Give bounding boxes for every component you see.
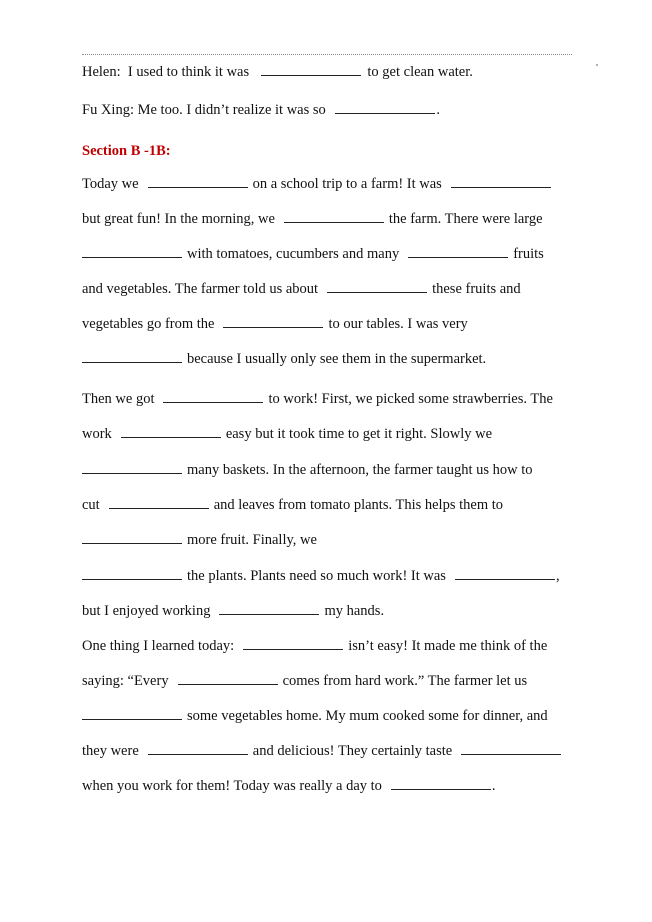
passage-text: the farm. There were large (388, 211, 543, 227)
passage-line (82, 741, 562, 760)
passage-text: comes from hard work.” The farmer let us (282, 673, 528, 689)
speaker-fuxing: Fu Xing: (82, 102, 134, 118)
dialogue-line-helen (82, 62, 473, 81)
passage-text: because I usually only see them in the supermarket. (187, 351, 487, 367)
passage-text: to work! First, we picked some strawberries. The (268, 391, 553, 407)
dialogue-line-fuxing (82, 100, 440, 119)
answer-blank[interactable] (82, 460, 182, 474)
passage-text: vegetables go from the (82, 316, 215, 332)
passage-text: cut (82, 497, 100, 513)
passage-line (82, 706, 548, 725)
passage-text: these fruits and (432, 281, 521, 297)
passage-line (82, 530, 317, 549)
passage-text: many baskets. In the afternoon, the farmer taught us how to (187, 462, 533, 478)
answer-blank[interactable] (408, 244, 508, 258)
answer-blank[interactable] (82, 566, 182, 580)
passage-text: isn’t easy! It made me think of the (348, 638, 548, 654)
passage-line (82, 566, 560, 585)
answer-blank[interactable] (148, 174, 248, 188)
passage-text: the plants. Plants need so much work! It was (187, 568, 446, 584)
passage-line (82, 389, 553, 408)
passage-text: One thing I learned today: (82, 638, 235, 654)
answer-blank[interactable] (82, 530, 182, 544)
passage-text: they were (82, 743, 139, 759)
dialogue-text: Me too. I didn’t realize it was so (137, 102, 326, 118)
answer-blank[interactable] (284, 209, 384, 223)
passage-text: when you work for them! Today was really a day to (82, 778, 382, 794)
passage-text: but great fun! In the morning, we (82, 211, 275, 227)
passage-text: to our tables. I was very (328, 316, 468, 332)
passage-line (82, 601, 384, 620)
passage-text: with tomatoes, cucumbers and many (187, 246, 400, 262)
passage-line (82, 314, 468, 333)
passage-line (82, 424, 492, 443)
passage-text: easy but it took time to get it right. Slowly we (225, 426, 493, 442)
dialogue-text: to get clean water. (367, 64, 473, 80)
answer-blank[interactable] (148, 741, 248, 755)
scan-dot (596, 64, 598, 66)
answer-blank[interactable] (335, 100, 435, 114)
header-divider (82, 54, 572, 55)
passage-text: Then we got (82, 391, 155, 407)
passage-line (82, 244, 544, 263)
passage-line (82, 209, 543, 228)
answer-blank[interactable] (121, 424, 221, 438)
passage-text: Today we (82, 176, 139, 192)
answer-blank[interactable] (455, 566, 555, 580)
answer-blank[interactable] (82, 244, 182, 258)
passage-text: work (82, 426, 112, 442)
answer-blank[interactable] (82, 706, 182, 720)
passage-text: , (555, 568, 560, 584)
answer-blank[interactable] (451, 174, 551, 188)
answer-blank[interactable] (391, 776, 491, 790)
answer-blank[interactable] (82, 349, 182, 363)
passage-line (82, 174, 552, 193)
passage-line (82, 776, 496, 795)
answer-blank[interactable] (223, 314, 323, 328)
passage-line (82, 636, 547, 655)
passage-text: and vegetables. The farmer told us about (82, 281, 319, 297)
answer-blank[interactable] (109, 495, 209, 509)
passage-text: . (491, 778, 496, 794)
passage-text: and leaves from tomato plants. This helps them to (213, 497, 503, 513)
passage-text: more fruit. Finally, we (187, 532, 317, 548)
passage-text: on a school trip to a farm! It was (252, 176, 442, 192)
answer-blank[interactable] (163, 389, 263, 403)
answer-blank[interactable] (261, 62, 361, 76)
passage-line (82, 349, 486, 368)
passage-text: saying: “Every (82, 673, 169, 689)
passage-line (82, 495, 503, 514)
answer-blank[interactable] (178, 671, 278, 685)
passage-text: but I enjoyed working (82, 603, 211, 619)
answer-blank[interactable] (219, 601, 319, 615)
passage-line (82, 279, 521, 298)
passage-text: fruits (513, 246, 544, 262)
passage-text: some vegetables home. My mum cooked some for dinner, and (187, 708, 548, 724)
section-title: Section B -1B: (82, 143, 171, 159)
dialogue-text: . (436, 102, 441, 118)
answer-blank[interactable] (243, 636, 343, 650)
speaker-helen: Helen: (82, 64, 121, 80)
passage-text: and delicious! They certainly taste (252, 743, 453, 759)
answer-blank[interactable] (327, 279, 427, 293)
passage-line (82, 671, 527, 690)
passage-line (82, 460, 533, 479)
passage-text: my hands. (324, 603, 385, 619)
dialogue-text: I used to think it was (127, 64, 250, 80)
answer-blank[interactable] (461, 741, 561, 755)
